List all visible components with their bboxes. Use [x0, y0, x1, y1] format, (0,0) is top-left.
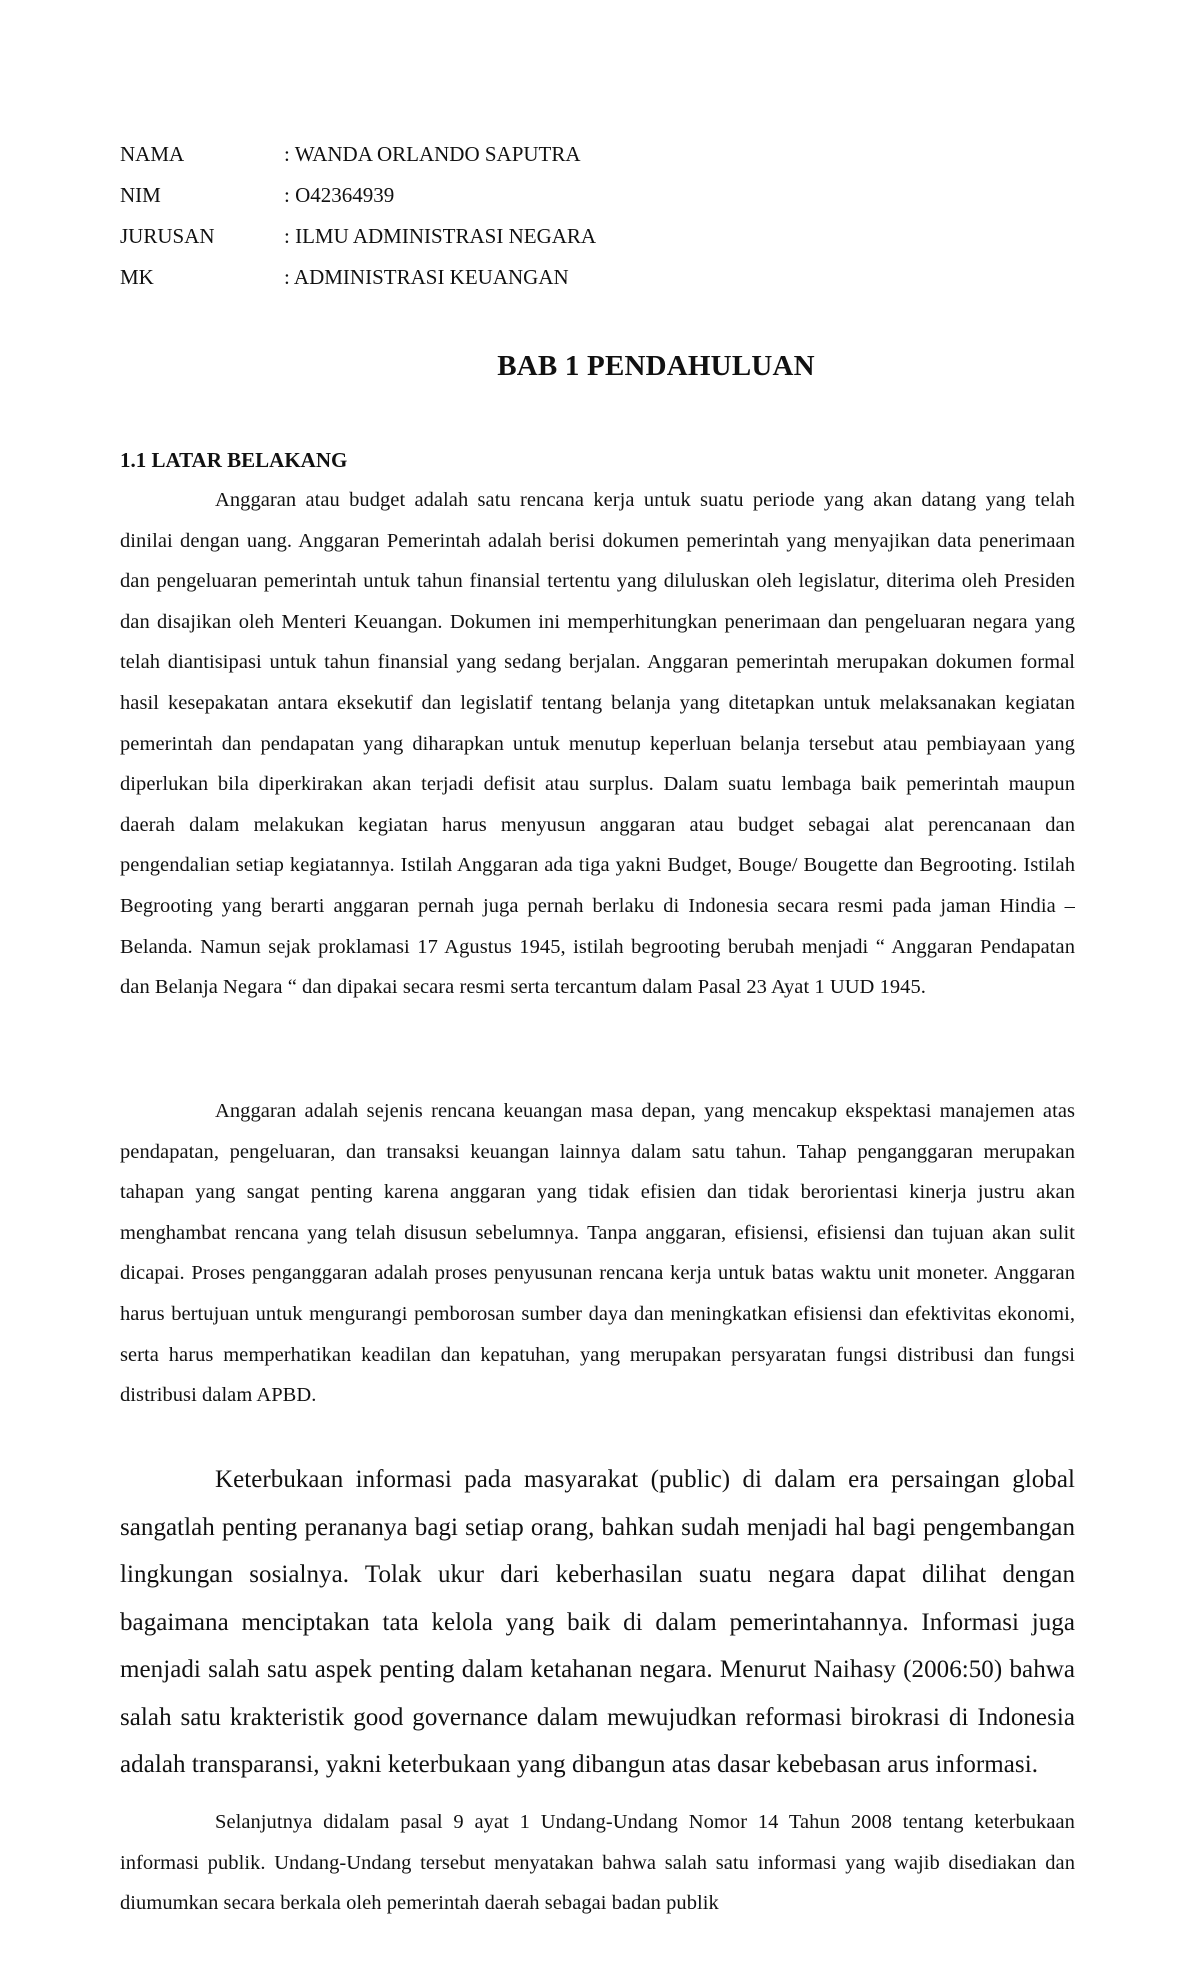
section-title: 1.1 LATAR BELAKANG [120, 448, 348, 472]
identity-row-jurusan [120, 216, 820, 257]
identity-block [120, 134, 820, 298]
identity-spacer [270, 257, 284, 298]
body-paragraph: Anggaran atau budget adalah satu rencana kerja untuk suatu periode yang akan datang yang telah dinilai dengan uang. Anggaran Pemerintah adalah berisi dokumen pemerintah yang menyajikan data penerimaan dan pengeluaran pemerintah untuk tahun finansial tertentu yang diluluskan oleh legislatur, diterima oleh Presiden dan disajikan oleh Menteri Keuangan. Dokumen ini memperhitungkan penerimaan dan pengeluaran negara yang telah diantisipasi untuk tahun finansial yang sedang berjalan. Anggaran pemerintah merupakan dokumen formal hasil kesepakatan antara eksekutif dan legislatif tentang belanja yang ditetapkan untuk melaksanakan kegiatan pemerintah dan pendapatan yang diharapkan untuk menutup keperluan belanja tersebut atau pembiayaan yang diperlukan bila diperkirakan akan terjadi defisit atau surplus. Dalam suatu lembaga baik pemerintah maupun daerah dalam melakukan kegiatan harus menyusun anggaran atau budget sebagai alat perencanaan dan pengendalian setiap kegiatannya. Istilah Anggaran ada tiga yakni Budget, Bouge/ Bougette dan Begrooting. Istilah Begrooting yang berarti anggaran pernah juga pernah berlaku di Indonesia secara resmi pada jaman Hindia – Belanda. Namun sejak proklamasi 17 Agustus 1945, istilah begrooting berubah menjadi “ Anggaran Pendapatan dan Belanja Negara “ dan dipakai secara resmi serta tercantum dalam Pasal 23 Ayat 1 UUD 1945. [120, 489, 1075, 999]
chapter-title: BAB 1 PENDAHULUAN [497, 350, 815, 382]
body-paragraph: Anggaran adalah sejenis rencana keuangan masa depan, yang mencakup ekspektasi manajemen atas pendapatan, pengeluaran, dan transaksi keuangan lainnya dalam satu tahun. Tahap penganggaran merupakan tahapan yang sangat penting karena anggaran yang tidak efisien dan tidak berorientasi kinerja justru akan menghambat rencana yang telah disusun sebelumnya. Tanpa anggaran, efisiensi, efisiensi dan tujuan akan sulit dicapai. Proses penganggaran adalah proses penyusunan rencana kerja untuk batas waktu unit moneter. Anggaran harus bertujuan untuk mengurangi pemborosan sumber daya dan meningkatkan efisiensi dan efektivitas ekonomi, serta harus memperhatikan keadilan dan kepatuhan, yang merupakan persyaratan fungsi distribusi dan fungsi distribusi dalam APBD. [120, 1100, 1075, 1407]
body-paragraph: Keterbukaan informasi pada masyarakat (public) di dalam era persaingan global sangatlah penting perananya bagi setiap orang, bahkan sudah menjadi hal bagi pengembangan lingkungan sosialnya. Tolak ukur dari keberhasilan suatu negara dapat dilihat dengan bagaimana menciptakan tata kelola yang baik di dalam pemerintahannya. Informasi juga menjadi salah satu aspek penting dalam ketahanan negara. Menurut Naihasy (2006:50) bahwa salah satu krakteristik good governance dalam mewujudkan reformasi birokrasi di Indonesia adalah transparansi, yakni keterbukaan yang dibangun atas dasar kebebasan arus informasi. [120, 1466, 1075, 1778]
body-paragraph: Selanjutnya didalam pasal 9 ayat 1 Undang-Undang Nomor 14 Tahun 2008 tentang keterbukaan informasi publik. Undang-Undang tersebut menyatakan bahwa salah satu informasi yang wajib disediakan dan diumumkan secara berkala oleh pemerintah daerah sebagai badan publik [120, 1811, 1075, 1915]
identity-spacer [270, 134, 284, 175]
identity-label: MK [120, 265, 154, 289]
identity-row-nama [120, 134, 820, 175]
identity-value: : O42364939 [284, 183, 395, 207]
identity-row-mk [120, 257, 820, 298]
identity-label: NAMA [120, 142, 185, 166]
identity-value: : WANDA ORLANDO SAPUTRA [284, 142, 581, 166]
identity-spacer [270, 175, 284, 216]
identity-row-nim [120, 175, 820, 216]
identity-value: : ILMU ADMINISTRASI NEGARA [284, 224, 597, 248]
identity-spacer [270, 216, 284, 257]
identity-value: : ADMINISTRASI KEUANGAN [284, 265, 569, 289]
identity-label: JURUSAN [120, 224, 215, 248]
identity-label: NIM [120, 183, 161, 207]
